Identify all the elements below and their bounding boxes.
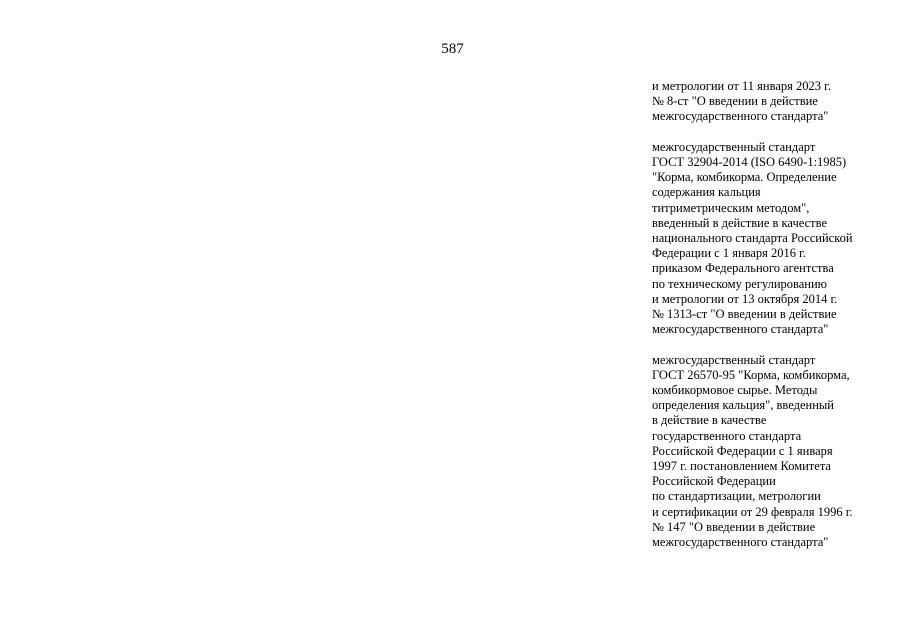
text-line: межгосударственный стандарт	[652, 139, 816, 154]
text-line: "Корма, комбикорма. Определение	[652, 170, 837, 185]
text-line: ГОСТ 32904-2014 (ISO 6490-1:1985)	[652, 155, 847, 169]
text-line: и метрологии от 13 октября 2014 г.	[652, 291, 838, 306]
text-line: определения кальция", введенный	[652, 398, 834, 413]
text-line: межгосударственного стандарта"	[652, 535, 829, 550]
text-line: в действие в качестве	[652, 413, 767, 428]
document-text-column	[652, 79, 897, 565]
text-line: комбикормовое сырье. Методы	[652, 383, 818, 398]
text-block-3	[652, 353, 897, 551]
text-line: введенный в действие в качестве	[652, 215, 828, 230]
text-line: № 8-ст "О введении в действие	[652, 94, 818, 109]
text-line: по техническому регулированию	[652, 276, 828, 291]
text-line: и метрологии от 11 января 2023 г.	[652, 79, 831, 93]
text-line: межгосударственного стандарта"	[652, 322, 829, 337]
text-line: № 147 "О введении в действие	[652, 519, 816, 534]
text-line: Федерации с 1 января 2016 г.	[652, 246, 807, 261]
text-line: содержания кальция	[652, 185, 761, 200]
text-line: Российской Федерации с 1 января	[652, 443, 833, 458]
text-line: межгосударственного стандарта"	[652, 109, 829, 124]
text-line: государственного стандарта	[652, 428, 802, 443]
text-line: и сертификации от 29 февраля 1996 г.	[652, 504, 853, 519]
text-line: № 1313-ст "О введении в действие	[652, 307, 837, 322]
text-line: национального стандарта Российской	[652, 231, 853, 246]
text-line: межгосударственный стандарт	[652, 352, 816, 367]
text-line: по стандартизации, метрологии	[652, 489, 821, 504]
text-line: Российской Федерации	[652, 474, 776, 489]
page-number: 587	[441, 41, 464, 57]
text-block-2	[652, 140, 897, 338]
text-line: титриметрическим методом",	[652, 200, 810, 215]
text-block-1	[652, 79, 897, 125]
text-line: ГОСТ 26570-95 "Корма, комбикорма,	[652, 367, 850, 382]
text-line: 1997 г. постановлением Комитета	[652, 459, 831, 474]
text-line: приказом Федерального агентства	[652, 261, 834, 276]
